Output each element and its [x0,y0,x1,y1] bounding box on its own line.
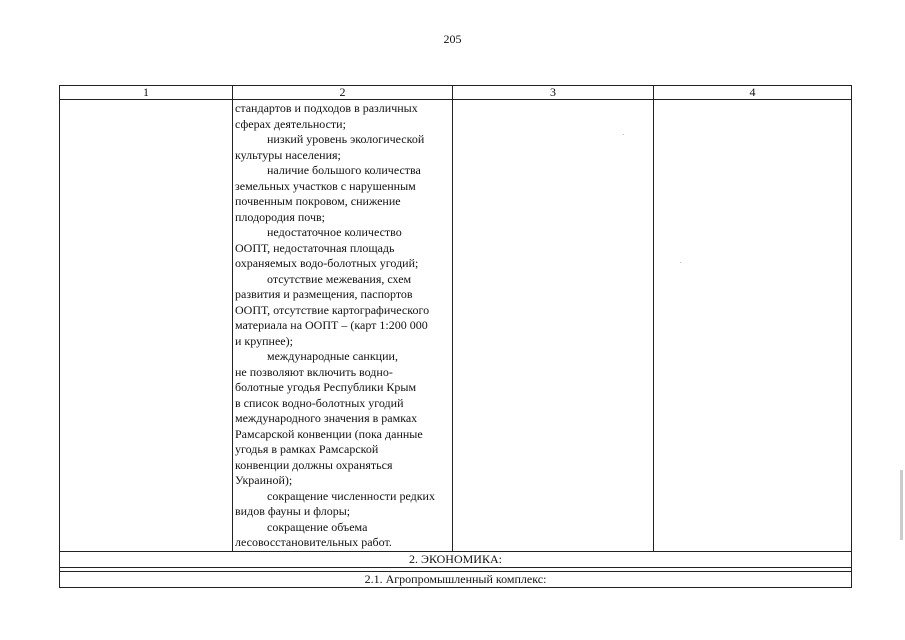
problem-text-line: международного значения в рамках [235,411,418,425]
problems-list [235,101,450,551]
section-heading: 2. ЭКОНОМИКА: [60,551,852,567]
scan-speck [680,262,681,263]
problem-text-line: болотные угодья Республики Крым [235,380,417,394]
page-number: 205 [443,32,462,46]
cell-col4 [654,100,852,552]
problem-text-line: сферах деятельности; [235,116,346,131]
cell-col2 [233,100,453,552]
problem-text-line: лесовосстановительных работ. [235,535,392,549]
problem-text-line: материала на ООПТ – (карт 1:200 000 [235,318,428,332]
problem-text-line: низкий уровень экологической [267,132,425,146]
problem-text-line: конвенции должны охраняться [235,457,393,472]
problem-text-line: отсутствие межевания, схем [267,271,412,286]
column-header-2: 2 [233,86,453,100]
subsection-heading: 2.1. Агропромышленный комплекс: [60,571,852,587]
scan-speck [623,134,624,135]
cell-col1 [60,100,233,552]
problem-text-line: стандартов и подходов в различных [235,101,418,115]
problem-text-line: и крупнее); [235,333,293,348]
column-header-3: 3 [453,86,654,100]
problem-text-line: развития и размещения, паспортов [235,287,413,301]
problem-text-line: международные санкции, [267,349,398,363]
problem-text-line: наличие большого количества [267,163,421,177]
problem-text-line: Украиной); [235,473,293,487]
problem-text-line: видов фауны и флоры; [235,504,351,518]
header-row [60,86,852,100]
cell-col3 [453,100,654,552]
problem-text-line: земельных участков с нарушенным [235,178,416,193]
problem-text-line: почвенным покровом, снижение [235,194,401,208]
problem-text-line: сокращение объема [267,519,368,534]
problem-text-line: не позволяют включить водно- [235,364,393,379]
problem-text-line: ООПТ, недостаточная площадь [235,240,395,255]
content-row [60,100,852,552]
problem-text-line: сокращение численности редких [267,488,435,503]
section-row [60,551,852,567]
subsection-row [60,571,852,587]
problem-text-line: охраняемых водо-болотных угодий; [235,256,419,270]
document-table [59,85,852,588]
problem-text-line: угодья в рамках Рамсарской [235,442,379,456]
problem-text-line: Рамсарской конвенции (пока данные [235,426,423,441]
scan-edge-shadow [900,470,903,540]
problem-text-line: недостаточное количество [267,225,402,239]
column-header-4: 4 [654,86,852,100]
problem-text-line: плодородия почв; [235,209,326,224]
problem-text-line: культуры населения; [235,147,341,162]
problem-text-line: в список водно-болотных угодий [235,395,404,410]
column-header-1: 1 [60,86,233,100]
problem-text-line: ООПТ, отсутствие картографического [235,302,430,317]
